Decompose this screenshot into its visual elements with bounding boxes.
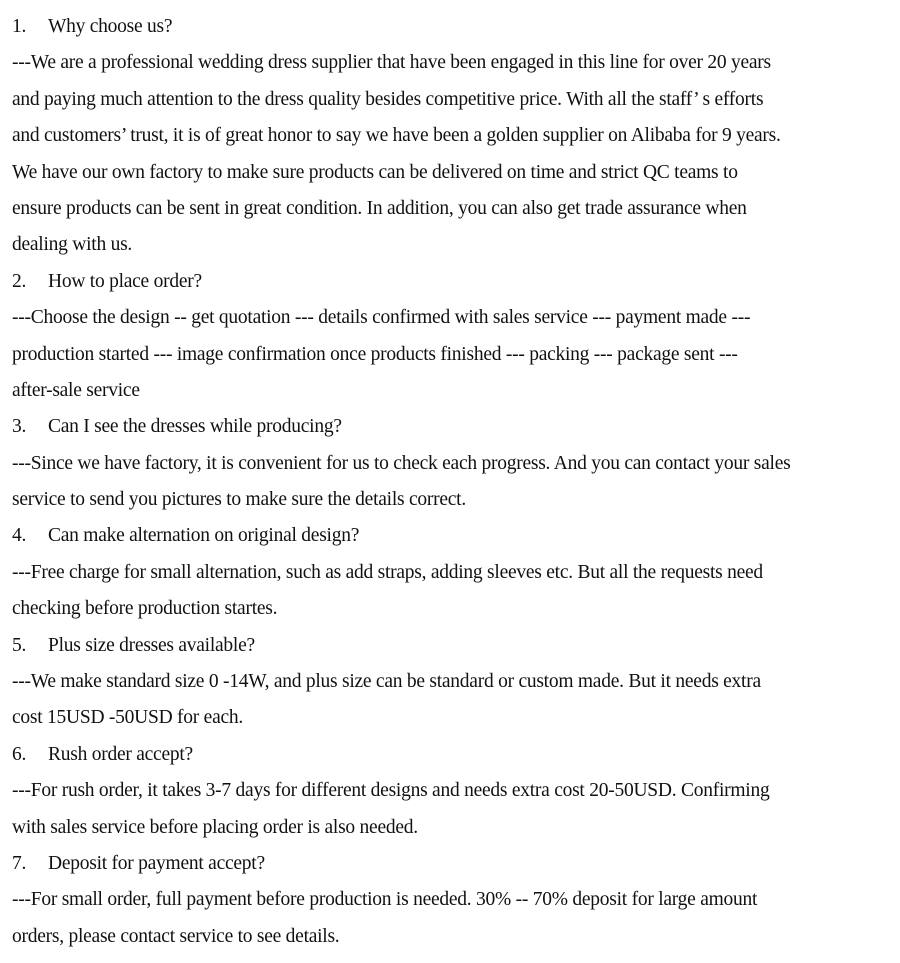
faq-question bbox=[12, 409, 900, 445]
question-number: 5. bbox=[12, 634, 27, 656]
answer-line: orders, please contact service to see details. bbox=[12, 925, 340, 947]
answer-line: checking before production startes. bbox=[12, 598, 278, 620]
answer-line: production started --- image confirmation once products finished --- packing --- package sent --- bbox=[12, 343, 738, 365]
answer-line: dealing with us. bbox=[12, 234, 133, 256]
question-text: How to place order? bbox=[48, 270, 202, 292]
question-number: 4. bbox=[12, 525, 27, 547]
faq-question bbox=[12, 737, 900, 773]
question-text: Deposit for payment accept? bbox=[48, 852, 265, 874]
answer-line: after-sale service bbox=[12, 379, 140, 401]
answer-line: ---For rush order, it takes 3-7 days for different designs and needs extra cost 20-50USD. Confirming bbox=[12, 780, 770, 802]
answer-line: ensure products can be sent in great condition. In addition, you can also get trade assurance when bbox=[12, 197, 747, 219]
answer-line: and paying much attention to the dress quality besides competitive price. With all the staff’ s efforts bbox=[12, 88, 764, 110]
question-text: Can make alternation on original design? bbox=[48, 525, 360, 547]
question-text: Can I see the dresses while producing? bbox=[48, 416, 342, 438]
answer-line: and customers’ trust, it is of great honor to say we have been a golden supplier on Alibaba for 9 years. bbox=[12, 125, 781, 147]
faq-question bbox=[12, 518, 900, 554]
question-number: 1. bbox=[12, 16, 27, 37]
answer-line: ---Free charge for small alternation, such as add straps, adding sleeves etc. But all the requests need bbox=[12, 561, 763, 583]
faq-question bbox=[12, 628, 900, 664]
faq-question bbox=[12, 9, 900, 45]
question-text: Rush order accept? bbox=[48, 743, 193, 765]
answer-line: ---For small order, full payment before production is needed. 30% -- 70% deposit for large amount bbox=[12, 889, 758, 911]
question-number: 2. bbox=[12, 270, 27, 292]
question-number: 6. bbox=[12, 743, 27, 765]
answer-line: ---Choose the design -- get quotation --- details confirmed with sales service --- payment made --- bbox=[12, 307, 751, 329]
answer-line: cost 15USD -50USD for each. bbox=[12, 707, 244, 729]
answer-line: with sales service before placing order is also needed. bbox=[12, 816, 418, 838]
answer-line: service to send you pictures to make sure the details correct. bbox=[12, 489, 466, 511]
question-text: Plus size dresses available? bbox=[48, 634, 255, 656]
answer-line: ---We make standard size 0 -14W, and plus size can be standard or custom made. But it needs extra bbox=[12, 671, 761, 693]
question-text: Why choose us? bbox=[48, 16, 173, 37]
answer-line: ---Since we have factory, it is convenient for us to check each progress. And you can contact your sales bbox=[12, 452, 791, 474]
question-number: 7. bbox=[12, 852, 27, 874]
faq-question bbox=[12, 846, 900, 882]
answer-line: We have our own factory to make sure products can be delivered on time and strict QC teams to bbox=[12, 161, 738, 183]
faq-question bbox=[12, 264, 900, 300]
answer-line: ---We are a professional wedding dress supplier that have been engaged in this line for over 20 years bbox=[12, 52, 771, 74]
question-number: 3. bbox=[12, 416, 27, 438]
